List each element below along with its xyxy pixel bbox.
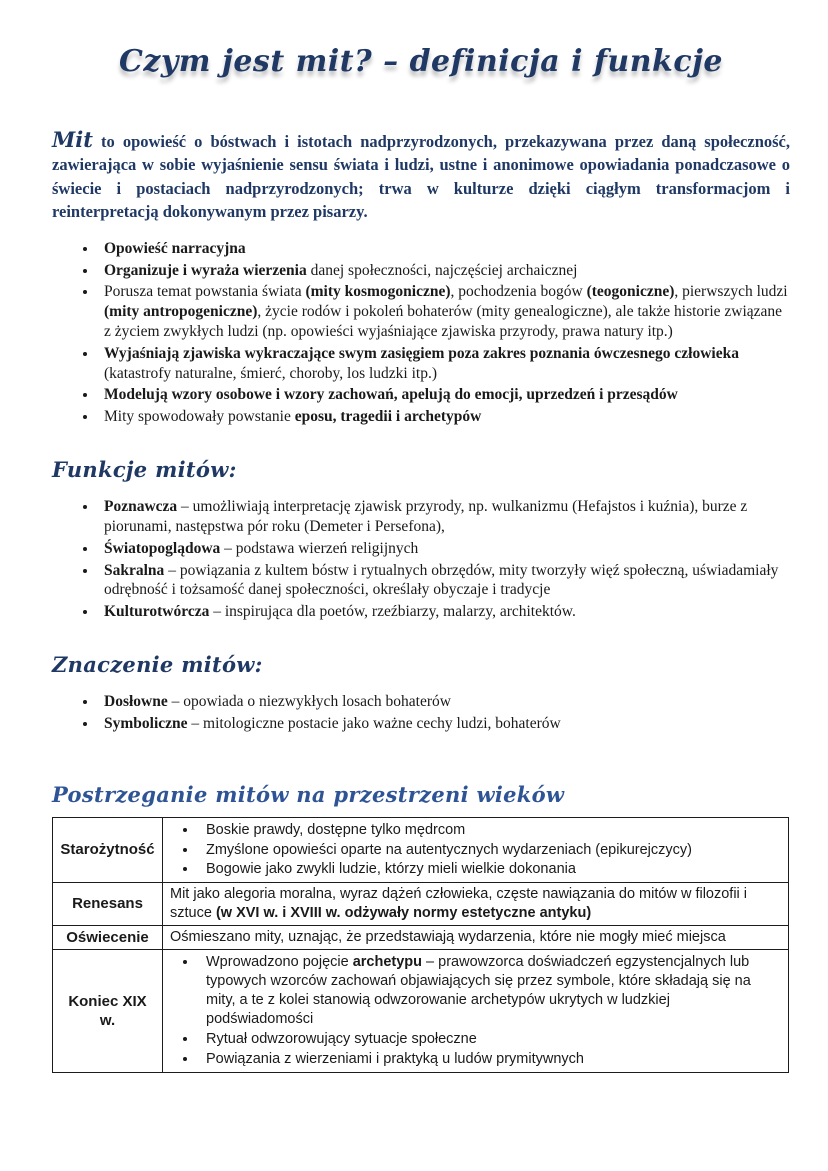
myth-functions-list xyxy=(52,497,790,622)
table-row xyxy=(53,883,789,926)
era-description-cell xyxy=(163,883,789,926)
list-item: • Powiązania z wierzeniami i praktyką u ludów prymitywnych xyxy=(198,1050,781,1069)
definition-lead-word: Mit xyxy=(52,127,93,152)
list-item: • Opowieść narracyjna xyxy=(98,239,790,259)
list-item: • Symboliczne – mitologiczne postacie jako ważne cechy ludzi, bohaterów xyxy=(98,714,790,734)
list-item: • Rytuał odwzorowujący sytuacje społeczne xyxy=(198,1030,781,1049)
table-row xyxy=(53,817,789,883)
era-label-cell: Renesans xyxy=(53,883,163,926)
section-heading-functions: Funkcje mitów: xyxy=(52,457,237,483)
myth-meaning-list xyxy=(52,692,790,734)
era-description-list xyxy=(170,821,781,880)
list-item: • Dosłowne – opowiada o niezwykłych losach bohaterów xyxy=(98,692,790,712)
list-item: • Kulturotwórcza – inspirująca dla poetów, rzeźbiarzy, malarzy, architektów. xyxy=(98,602,790,622)
era-label-cell: Koniec XIX w. xyxy=(53,950,163,1072)
list-item: • Porusza temat powstania świata (mity kosmogoniczne), pochodzenia bogów (teogoniczne), pierwszych ludzi (mity antropogeniczne), życie rodów i pokoleń bohaterów (mity genealogiczne), ale także historie związane z życiem zwykłych ludzi (np. opowieści wyjaśniające zjawiska przyrody, prawa natury itp.) xyxy=(98,282,790,341)
era-label-cell: Oświecenie xyxy=(53,925,163,950)
era-description-cell xyxy=(163,925,789,950)
era-label-cell: Starożytność xyxy=(53,817,163,883)
era-description-cell xyxy=(163,817,789,883)
page-title: Czym jest mit? – definicja i funkcje xyxy=(118,44,724,79)
section-heading-perception: Postrzeganie mitów na przestrzeni wieków xyxy=(52,781,565,807)
list-item: • Sakralna – powiązania z kultem bóstw i rytualnych obrzędów, mity tworzyły więź społeczną, uświadamiały odrębność i tożsamość danej społeczności, określały obyczaje i tradycje xyxy=(98,561,790,601)
list-item: • Organizuje i wyraża wierzenia danej społeczności, najczęściej archaicznej xyxy=(98,261,790,281)
eras-table-body xyxy=(53,817,789,1072)
definition-text: to opowieść o bóstwach i istotach nadprzyrodzonych, przekazywana przez daną społeczność, zawierająca w sobie wyjaśnienie sensu świata i ludzi, ustne i anonimowe opowiadania ponadczasowe o świecie i postaciach nadprzyrodzonych; trwa w kulturze dzięki ciągłym transformacjom i reinterpretacją dokonywanym przez pisarzy. xyxy=(52,132,790,222)
definition-paragraph xyxy=(52,129,790,224)
table-row xyxy=(53,925,789,950)
list-item: • Boskie prawdy, dostępne tylko mędrcom xyxy=(198,821,781,840)
myth-characteristics-list xyxy=(52,239,790,427)
list-item: • Wprowadzono pojęcie archetypu – prawowzorca doświadczeń egzystencjalnych lub typowych wzorców zachowań objawiających się przez symbole, które składają się na mity, a te z kolei stanowią odwzorowanie archetypów ukrytych w ludzkiej podświadomości xyxy=(198,953,781,1028)
eras-table xyxy=(52,817,789,1073)
list-item: • Bogowie jako zwykli ludzie, którzy mieli wielkie dokonania xyxy=(198,860,781,879)
era-description-text: Mit jako alegoria moralna, wyraz dążeń człowieka, częste nawiązania do mitów w filozofii i sztuce (w XVI w. i XVIII w. odżywały normy estetyczne antyku) xyxy=(170,886,748,922)
section-heading-meaning: Znaczenie mitów: xyxy=(52,652,263,678)
list-item: • Poznawcza – umożliwiają interpretację zjawisk przyrody, np. wulkanizmu (Hefajstos i kuźnia), burze z piorunami, następstwa pór roku (Demeter i Persefona), xyxy=(98,497,790,537)
era-description-cell xyxy=(163,950,789,1072)
list-item: • Modelują wzory osobowe i wzory zachowań, apelują do emocji, uprzedzeń i przesądów xyxy=(98,385,790,405)
era-description-text: Ośmieszano mity, uznając, że przedstawiają wydarzenia, które nie mogły mieć miejsca xyxy=(170,929,726,946)
list-item: • Światopoglądowa – podstawa wierzeń religijnych xyxy=(98,539,790,559)
list-item: • Zmyślone opowieści oparte na autentycznych wydarzeniach (epikurejczycy) xyxy=(198,841,781,860)
era-description-list xyxy=(170,953,781,1068)
list-item: • Wyjaśniają zjawiska wykraczające swym zasięgiem poza zakres poznania ówczesnego człowieka (katastrofy naturalne, śmierć, choroby, los ludzki itp.) xyxy=(98,344,790,384)
list-item: • Mity spowodowały powstanie eposu, tragedii i archetypów xyxy=(98,407,790,427)
table-row xyxy=(53,950,789,1072)
